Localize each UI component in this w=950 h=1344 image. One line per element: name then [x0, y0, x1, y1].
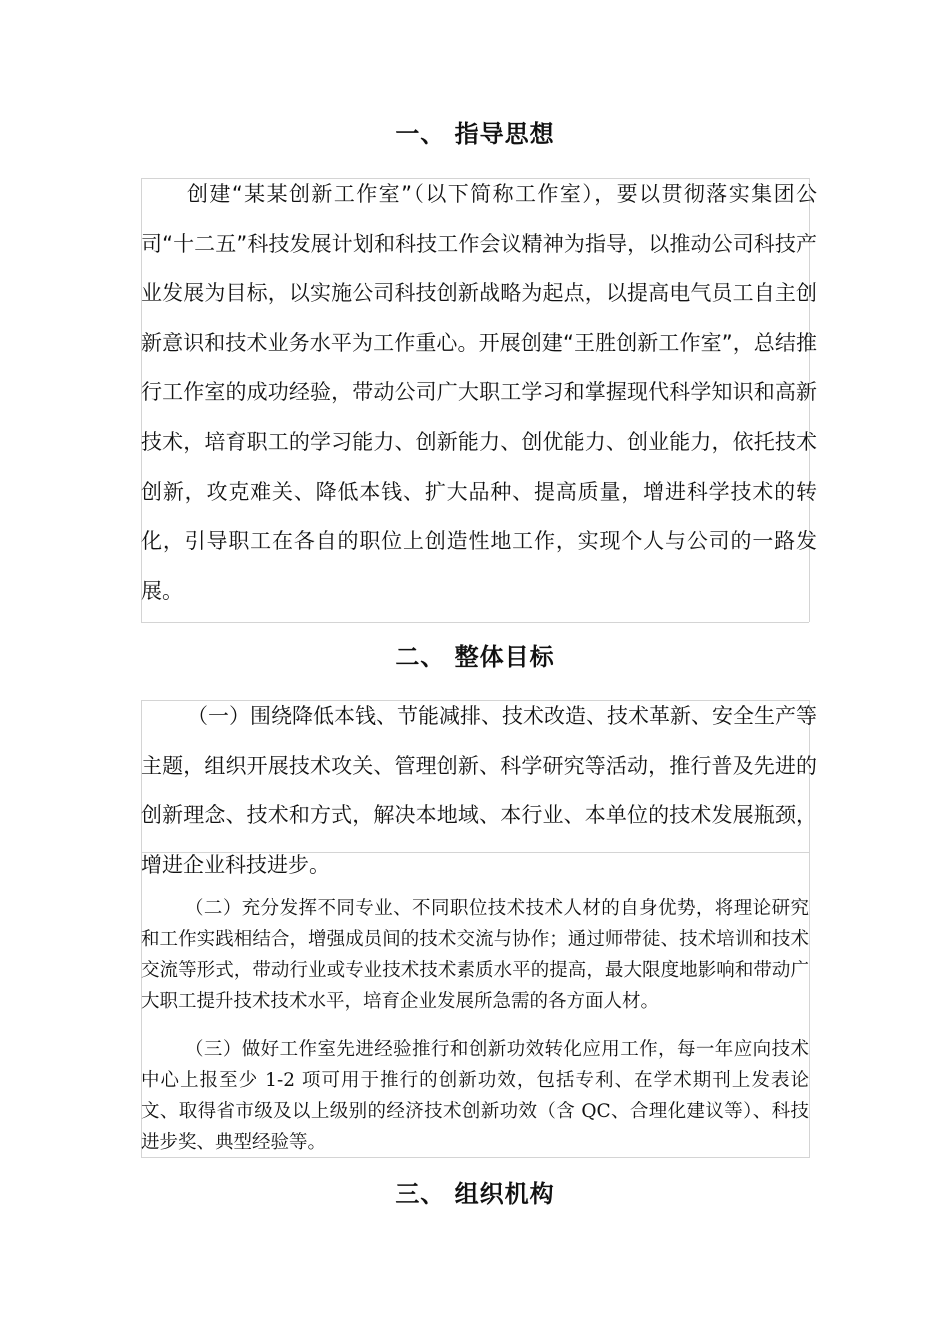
- section-heading-guiding-thought: 一、 指导思想: [395, 119, 555, 148]
- section-heading-overall-goals: 二、 整体目标: [395, 642, 555, 671]
- section-heading-organization: 三、 组织机构: [395, 1179, 555, 1208]
- guiding-thought-paragraph: 创建“某某创新工作室”（以下简称工作室），要以贯彻落实集团公司“十二五”科技发展计划和科技工作会议精神为指导，以推动公司科技产业发展为目标，以实施公司科技创新战略为起点，以提高电气员工自主创新意识和技术业务水平为工作重心。开展创建“王胜创新工作室”，总结推行工作室的成功经验，带动公司广大职工学习和掌握现代科学知识和高新技术，培育职工的学习能力、创新能力、创优能力、创业能力，依托技术创新，攻克难关、降低本钱、扩大品种、提高质量，增进科学技术的转化，引导职工在各自的职位上创造性地工作，实现个人与公司的一路发展。: [141, 182, 817, 603]
- goal-paragraph-2: （二）充分发挥不同专业、不同职位技术技术人材的自身优势，将理论研究和工作实践相结合，增强成员间的技术交流与协作；通过师带徒、技术培训和技术交流等形式，带动行业或专业技术技术素质水平的提高，最大限度地影响和带动广大职工提升技术技术水平，培育企业发展所急需的各方面人材。: [141, 898, 809, 1012]
- goal-paragraph-1: （一）围绕降低本钱、节能减排、技术改造、技术革新、安全生产等主题，组织开展技术攻关、管理创新、科学研究等活动，推行普及先进的创新理念、技术和方式，解决本地域、本行业、本单位的技术发展瓶颈，增进企业科技进步。: [141, 704, 817, 877]
- table-rule: [141, 622, 809, 623]
- goal-paragraph-3: （三）做好工作室先进经验推行和创新功效转化应用工作，每一年应向技术中心上报至少 1-2 项可用于推行的创新功效，包括专利、在学术期刊上发表论文、取得省市级及以上级别的经济技术创新功效（含 QC、合理化建议等）、科技进步奖、典型经验等。: [141, 1039, 809, 1153]
